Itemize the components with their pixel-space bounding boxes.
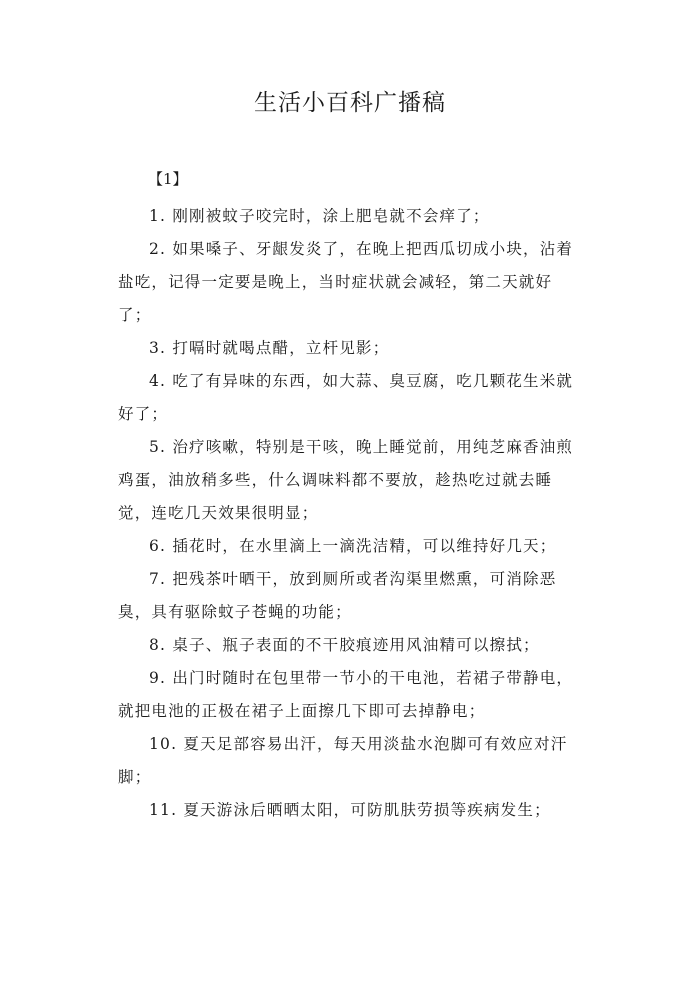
section-label: 【1】 — [148, 170, 188, 188]
tip-item: 1. 刚刚被蚊子咬完时，涂上肥皂就不会痒了； — [149, 207, 490, 225]
tip-item: 5. 治疗咳嗽，特别是干咳，晚上睡觉前，用纯芝麻香油煎鸡蛋，油放稍多些，什么调味料都不要放，趁热吃过就去睡觉，连吃几天效果很明显； — [118, 438, 574, 522]
tip-item: 7. 把残茶叶晒干，放到厕所或者沟渠里燃熏，可消除恶臭，具有驱除蚊子苍蝇的功能； — [118, 570, 557, 621]
tips-list — [118, 200, 583, 827]
tip-item: 3. 打嗝时就喝点醋，立杆见影； — [149, 339, 390, 357]
tip-item: 8. 桌子、瓶子表面的不干胶痕迹用风油精可以擦拭； — [149, 636, 540, 654]
tip-item: 2. 如果嗓子、牙龈发炎了，在晚上把西瓜切成小块，沾着盐吃，记得一定要是晚上，当时症状就会减轻，第二天就好了； — [118, 240, 574, 324]
document-title: 生活小百科广播稿 — [254, 90, 446, 116]
tip-item: 9. 出门时随时在包里带一节小的干电池，若裙子带静电，就把电池的正极在裙子上面擦几下即可去掉静电； — [118, 669, 574, 720]
tip-item: 11. 夏天游泳后晒晒太阳，可防肌肤劳损等疾病发生； — [149, 801, 551, 819]
tip-item: 10. 夏天足部容易出汗，每天用淡盐水泡脚可有效应对汗脚； — [118, 735, 568, 786]
tip-item: 4. 吃了有异味的东西，如大蒜、臭豆腐，吃几颗花生米就好了； — [118, 372, 574, 423]
tip-item: 6. 插花时，在水里滴上一滴洗洁精，可以维持好几天； — [149, 537, 557, 555]
